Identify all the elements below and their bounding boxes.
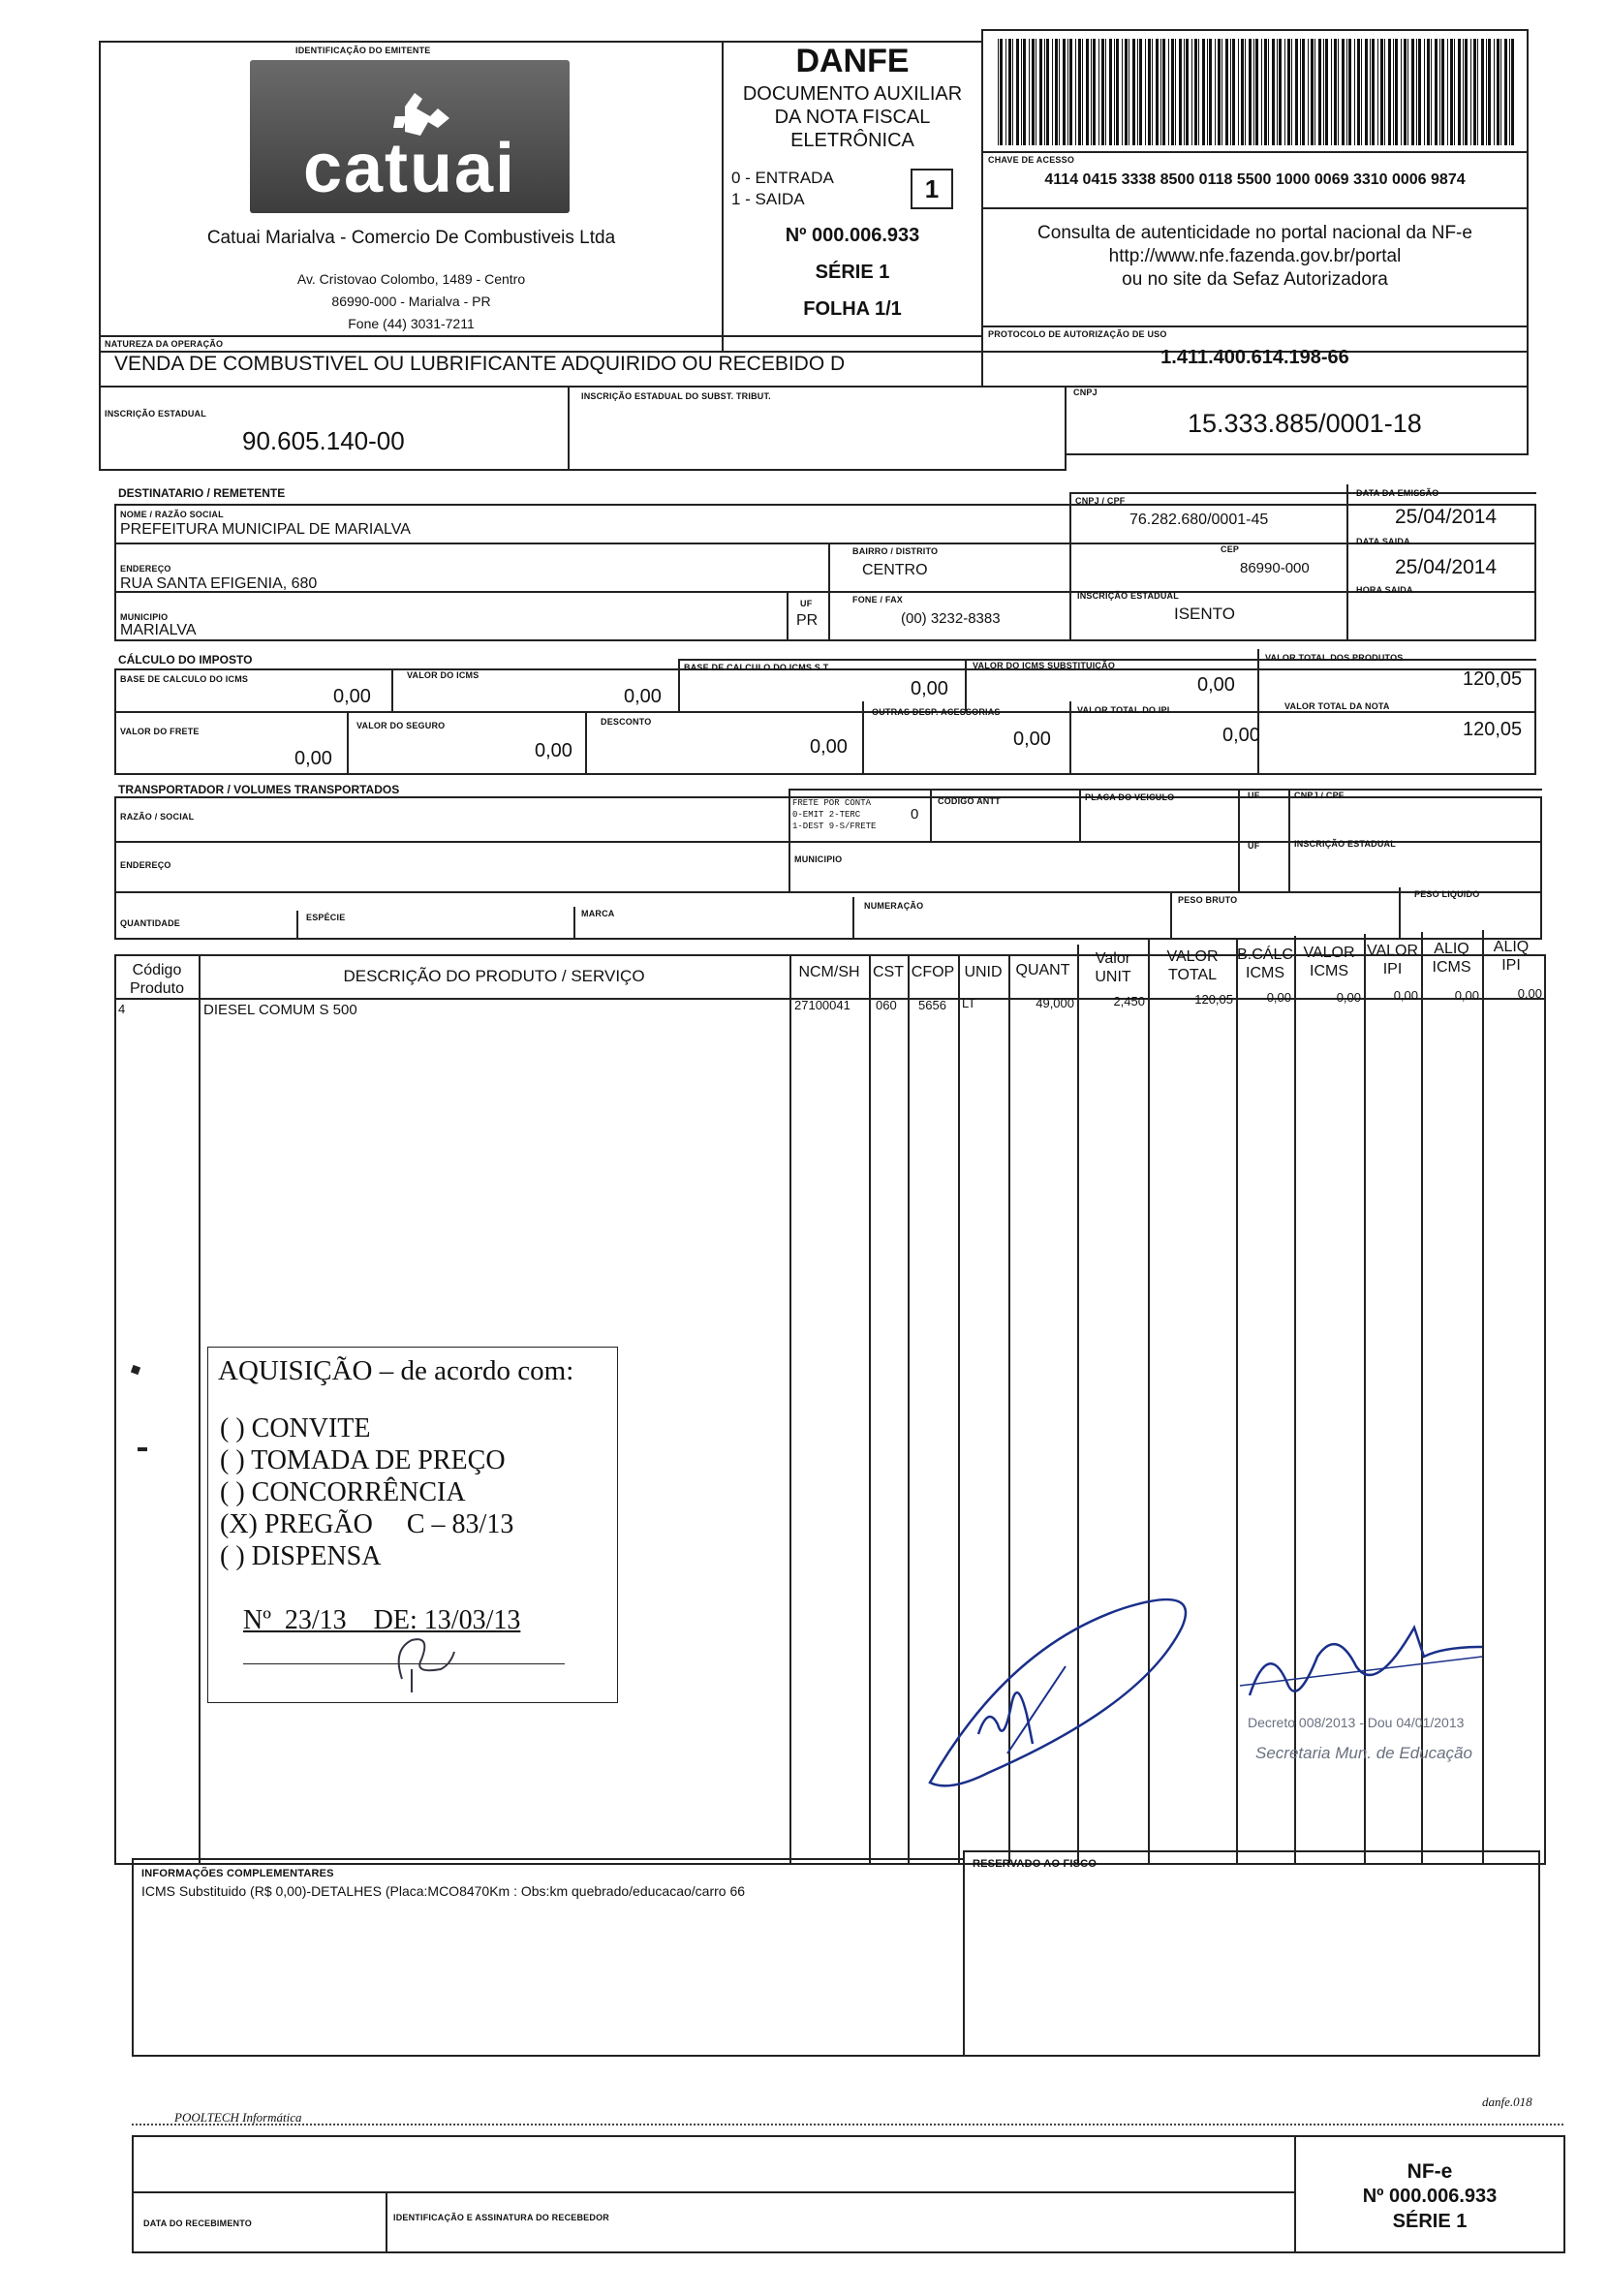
base-icms-label: BASE DE CALCULO DO ICMS [120, 674, 249, 684]
frete: 0,00 [294, 748, 332, 769]
chave-value: 4114 0415 3338 8500 0118 5500 1000 0069 3310 0006 9874 [1044, 171, 1466, 188]
footer-numero: Nº 000.006.933 [1362, 2186, 1498, 2207]
col-vipi: VALOR IPI [1366, 943, 1419, 977]
decreto-stamp-line-2: Secretaria Mun. de Educação [1255, 1744, 1472, 1762]
marca-label: MARCA [581, 909, 615, 918]
dest-saida: 25/04/2014 [1395, 556, 1498, 578]
row-descricao: DIESEL COMUM S 500 [203, 1002, 357, 1018]
col-bcicms: B.CÁLC ICMS [1237, 946, 1293, 981]
dest-fone-label: FONE / FAX [852, 595, 904, 605]
desconto-label: DESCONTO [601, 717, 652, 727]
dest-endereco-label: ENDEREÇO [120, 564, 171, 574]
footer-nfe: NF-e [1407, 2160, 1453, 2183]
barcode-icon [998, 39, 1519, 145]
pooltech-brand: POOLTECH Informática [174, 2110, 302, 2125]
dest-uf: PR [796, 612, 819, 629]
row-quant: 49,000 [1036, 996, 1074, 1010]
row-bcicms: 0,00 [1266, 990, 1291, 1005]
antt-label: CODIGO ANTT [938, 796, 1001, 806]
emitente-city: 86990-000 - Marialva - PR [331, 294, 491, 309]
emitente-label: IDENTIFICAÇÃO DO EMITENTE [295, 46, 431, 55]
outras-label: OUTRAS DESP. ACESSORIAS [872, 707, 1001, 717]
trans-razao-label: RAZÃO / SOCIAL [120, 812, 195, 822]
row-aipi: 0,00 [1517, 986, 1542, 1001]
frete-label: VALOR DO FRETE [120, 727, 200, 736]
trans-ie-label: INSCRIÇÃO ESTADUAL [1294, 839, 1396, 849]
danfe-tipo-box: 1 [911, 169, 953, 209]
consulta-line-2: http://www.nfe.fazenda.gov.br/portal [1108, 246, 1402, 266]
natureza-label: NATUREZA DA OPERAÇÃO [105, 339, 224, 349]
placa-label: PLACA DO VEICULO [1085, 792, 1175, 802]
row-vtotal: 120,05 [1194, 992, 1233, 1007]
dest-cep: 86990-000 [1240, 560, 1310, 576]
frete-conta-value: 0 [911, 806, 919, 822]
col-cst: CST [873, 964, 904, 980]
col-vicms: VALOR ICMS [1303, 945, 1355, 979]
outras: 0,00 [1013, 729, 1051, 750]
ie-value: 90.605.140-00 [242, 426, 405, 455]
transportador-section: TRANSPORTADOR / VOLUMES TRANSPORTADOS [118, 783, 400, 796]
dest-nome-label: NOME / RAZÃO SOCIAL [120, 510, 224, 519]
destinatario-section: DESTINATARIO / REMETENTE [118, 486, 286, 500]
emitente-name: Catuai Marialva - Comercio De Combustiveis Ltda [206, 228, 616, 248]
trans-cnpj-label: CNPJ / CPF [1294, 791, 1345, 800]
protocolo-value: 1.411.400.614.198-66 [1160, 347, 1349, 368]
aquisicao-stamp [207, 1347, 618, 1703]
logo-text: catuai [302, 130, 517, 207]
stamp-numero: Nº 23/13 DE: 13/03/13 [243, 1605, 521, 1635]
row-cfop: 5656 [918, 998, 946, 1012]
numeracao-label: NUMERAÇÃO [864, 901, 924, 911]
desconto: 0,00 [810, 736, 848, 758]
dest-uf-label: UF [800, 599, 813, 608]
ipi: 0,00 [1222, 725, 1260, 746]
base-icms: 0,00 [333, 686, 371, 707]
chave-label: CHAVE DE ACESSO [988, 155, 1075, 165]
valor-st-label: VALOR DO ICMS SUBSTITUIÇÃO [973, 661, 1116, 670]
danfe-saida: 1 - SAIDA [731, 190, 805, 208]
dest-emissao-label: DATA DA EMISSÃO [1356, 488, 1439, 498]
valor-icms: 0,00 [624, 686, 662, 707]
base-st-label: BASE DE CALCULO DO ICMS S.T. [684, 663, 831, 672]
danfe-subtitle-2: DA NOTA FISCAL [774, 107, 931, 128]
danfe-subtitle-3: ELETRÔNICA [790, 130, 914, 151]
danfe-numero: Nº 000.006.933 [785, 225, 920, 246]
dest-emissao: 25/04/2014 [1395, 506, 1498, 528]
info-label: INFORMAÇÕES COMPLEMENTARES [141, 1868, 334, 1879]
peso-liquido-label: PESO LIQUIDO [1414, 889, 1480, 899]
base-st: 0,00 [911, 678, 948, 699]
dest-saida-label: DATA SAIDA [1356, 537, 1410, 546]
trans-uf2-label: UF [1248, 841, 1260, 851]
total-nota: 120,05 [1463, 719, 1523, 740]
consulta-line-3: ou no site da Sefaz Autorizadora [1122, 269, 1388, 290]
col-cfop: CFOP [911, 964, 955, 980]
total-prod-label: VALOR TOTAL DOS PRODUTOS [1265, 653, 1404, 663]
dest-ie: ISENTO [1174, 605, 1235, 623]
trans-uf-label: UF [1248, 791, 1260, 800]
danfe-serie: SÉRIE 1 [815, 262, 890, 283]
emitente-address: Av. Cristovao Colombo, 1489 - Centro [296, 271, 526, 287]
dest-bairro-label: BAIRRO / DISTRITO [852, 546, 939, 556]
row-ncm: 27100041 [794, 998, 850, 1012]
frete-conta-line-2: 0-EMIT 2-TERC [792, 810, 861, 820]
stamp-option-convite: ( ) CONVITE [220, 1413, 371, 1443]
danfe-entrada: 0 - ENTRADA [731, 169, 834, 187]
dest-endereco: RUA SANTA EFIGENIA, 680 [120, 575, 318, 592]
danfe-title: DANFE [795, 43, 910, 79]
cnpj-value: 15.333.885/0001-18 [1188, 409, 1422, 438]
danfe-folha: FOLHA 1/1 [803, 298, 902, 320]
ipi-label: VALOR TOTAL DO IPI [1077, 705, 1170, 715]
data-recebimento-label: DATA DO RECEBIMENTO [143, 2218, 252, 2228]
margin-mark-icon [138, 1447, 147, 1451]
stamp-option-pregao: (X) PREGÃO C – 83/13 [220, 1509, 514, 1539]
protocolo-label: PROTOCOLO DE AUTORIZAÇÃO DE USO [988, 329, 1167, 339]
frete-conta-line-3: 1-DEST 9-S/FRETE [792, 822, 877, 831]
stamp-option-concorrencia: ( ) CONCORRÊNCIA [220, 1477, 466, 1507]
ident-recebedor-label: IDENTIFICAÇÃO E ASSINATURA DO RECEBEDOR [393, 2213, 609, 2222]
cnpj-label: CNPJ [1073, 388, 1098, 397]
fisco-box [963, 1850, 1540, 2057]
especie-label: ESPÉCIE [306, 913, 346, 922]
valor-icms-label: VALOR DO ICMS [407, 670, 479, 680]
ie-st-label: INSCRIÇÃO ESTADUAL DO SUBST. TRIBUT. [581, 391, 771, 401]
catuai-logo [250, 60, 570, 213]
ie-label: INSCRIÇÃO ESTADUAL [105, 409, 206, 419]
fisco-label: RESERVADO AO FISCO [973, 1858, 1098, 1870]
decreto-stamp-line-1: Decreto 008/2013 - Dou 04/01/2013 [1248, 1715, 1465, 1730]
col-vunit: Valor UNIT [1095, 950, 1131, 985]
dest-nome: PREFEITURA MUNICIPAL DE MARIALVA [120, 521, 411, 538]
natureza-value: VENDA DE COMBUSTIVEL OU LUBRIFICANTE ADQUIRIDO OU RECEBIDO D [114, 353, 846, 375]
row-cst: 060 [876, 998, 897, 1012]
total-nota-label: VALOR TOTAL DA NOTA [1284, 701, 1390, 711]
row-codigo: 4 [118, 1002, 126, 1016]
dest-municipio-label: MUNICIPIO [120, 612, 169, 622]
col-descricao: DESCRIÇÃO DO PRODUTO / SERVIÇO [343, 967, 645, 985]
col-unid: UNID [964, 964, 1003, 980]
row-unid: LT [962, 996, 976, 1010]
dest-cep-label: CEP [1221, 544, 1240, 554]
col-aicms: ALIQ ICMS [1432, 941, 1471, 976]
col-codigo: Código Produto [129, 962, 185, 997]
total-prod: 120,05 [1463, 668, 1523, 690]
dest-ie-label: INSCRIÇÃO ESTADUAL [1077, 591, 1179, 601]
stamp-option-dispensa: ( ) DISPENSA [220, 1541, 382, 1571]
form-code: danfe.018 [1482, 2094, 1532, 2109]
valor-st: 0,00 [1197, 674, 1235, 696]
seguro: 0,00 [535, 740, 572, 761]
dest-cnpj-label: CNPJ / CPF [1075, 496, 1126, 506]
danfe-subtitle-1: DOCUMENTO AUXILIAR [742, 83, 963, 105]
quantidade-label: QUANTIDADE [120, 918, 180, 928]
col-aipi: ALIQ IPI [1493, 939, 1530, 974]
emitente-phone: Fone (44) 3031-7211 [348, 316, 475, 331]
row-vicms: 0,00 [1336, 990, 1361, 1005]
consulta-line-1: Consulta de autenticidade no portal nacional da NF-e [1037, 223, 1472, 243]
col-quant: QUANT [1015, 962, 1070, 978]
initials-signature-icon [363, 1630, 479, 1698]
dest-fone: (00) 3232-8383 [901, 610, 1001, 627]
trans-municipio-label: MUNICIPIO [794, 854, 843, 864]
dest-cnpj: 76.282.680/0001-45 [1129, 512, 1269, 528]
col-ncm: NCM/SH [798, 964, 860, 980]
seguro-label: VALOR DO SEGURO [356, 721, 446, 730]
signature-icon [891, 1589, 1259, 1802]
dest-hora-label: HORA SAIDA [1356, 585, 1413, 595]
imposto-section: CÁLCULO DO IMPOSTO [118, 653, 253, 667]
dest-bairro: CENTRO [862, 562, 928, 578]
col-vtotal: VALOR TOTAL [1166, 948, 1219, 983]
info-text: ICMS Substituido (R$ 0,00)-DETALHES (Placa:MCO8470Km : Obs:km quebrado/educacao/carro 66 [141, 1883, 746, 1899]
row-vunit: 2,450 [1113, 994, 1145, 1008]
dest-municipio: MARIALVA [120, 622, 197, 638]
stamp-title: AQUISIÇÃO – de acordo com: [218, 1355, 574, 1386]
peso-bruto-label: PESO BRUTO [1178, 895, 1238, 905]
row-vipi: 0,00 [1393, 988, 1418, 1003]
footer-serie: SÉRIE 1 [1392, 2211, 1468, 2232]
trans-endereco-label: ENDEREÇO [120, 860, 171, 870]
stamp-option-tomada: ( ) TOMADA DE PREÇO [220, 1445, 506, 1475]
row-aicms: 0,00 [1454, 988, 1479, 1003]
frete-conta-line-1: FRETE POR CONTA [792, 798, 872, 808]
